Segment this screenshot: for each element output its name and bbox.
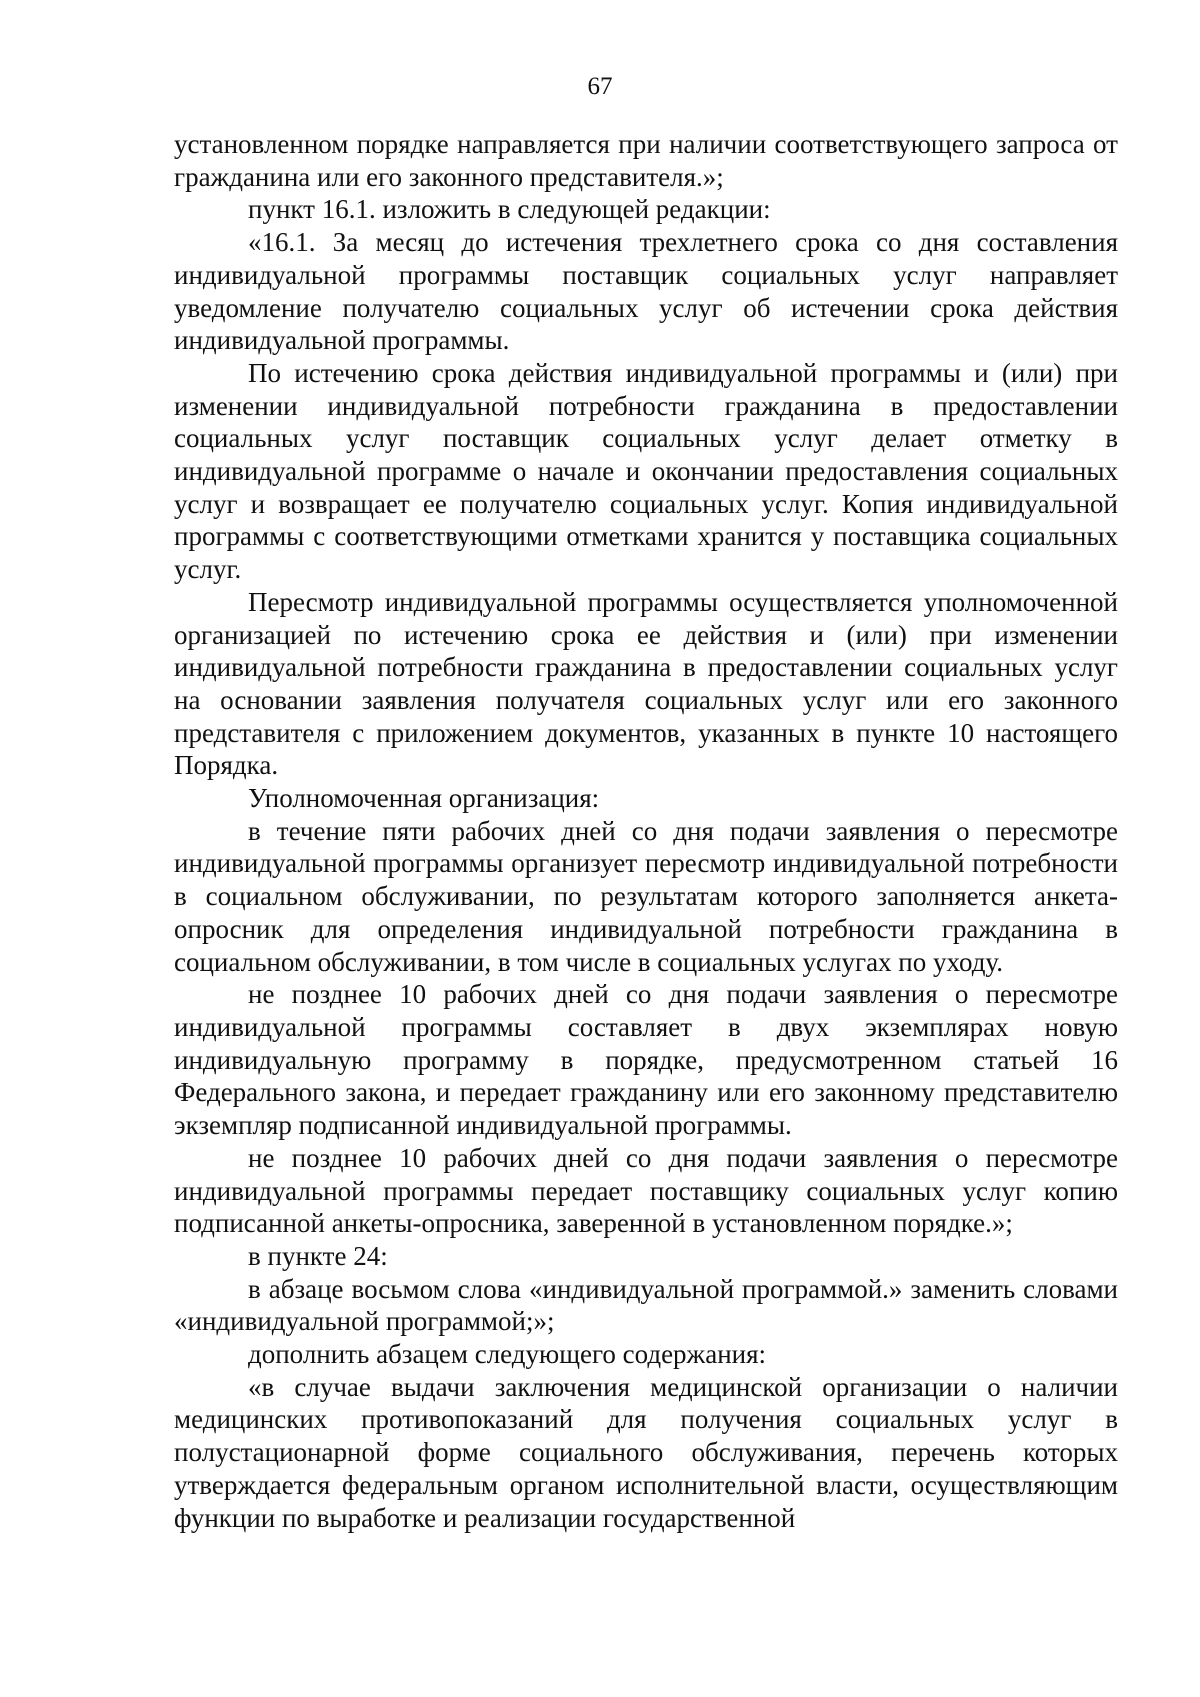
paragraph: установленном порядке направляется при наличии соответствующего запроса от гражданина или его законного представителя.»; [174, 129, 1118, 192]
paragraph: не позднее 10 рабочих дней со дня подачи заявления о пересмотре индивидуальной программы передает поставщику социальных услуг копию подписанной анкеты-опросника, заверенной в установленном порядке.»; [174, 1142, 1118, 1239]
paragraph: «16.1. За месяц до истечения трехлетнего срока со дня составления индивидуальной программы поставщик социальных услуг направляет уведомление получателю социальных услуг об истечении срока действия индивидуальной программы. [174, 227, 1118, 356]
paragraph: в течение пяти рабочих дней со дня подачи заявления о пересмотре индивидуальной программы организует пересмотр индивидуальной потребности в социальном обслуживании, по результатам которого заполняется анкета-опросник для определения индивидуальной потребности гражданина в социальном обслуживании, в том числе в социальных услугах по уходу. [174, 815, 1118, 977]
paragraph: «в случае выдачи заключения медицинской организации о наличии медицинских противопоказаний для получения социальных услуг в полустационарной форме социального обслуживания, перечень которых утверждается федеральным органом исполнительной власти, осуществляющим функции по выработке и реализации государственной [174, 1371, 1118, 1533]
paragraph: в абзаце восьмом слова «индивидуальной программой.» заменить словами «индивидуальной программой;»; [174, 1273, 1118, 1337]
paragraph: в пункте 24: [248, 1240, 388, 1271]
paragraph: не позднее 10 рабочих дней со дня подачи заявления о пересмотре индивидуальной программы составляет в двух экземплярах новую индивидуальную программу в порядке, предусмотренном статьей 16 Федерального закона, и передает гражданину или его законному представителю экземпляр подписанной индивидуальной программы. [174, 979, 1118, 1141]
paragraph: Пересмотр индивидуальной программы осуществляется уполномоченной организацией по истечению срока ее действия и (или) при изменении индивидуальной потребности гражданина в предоставлении социальных услуг на основании заявления получателя социальных услуг или его законного представителя с приложением документов, указанных в пункте 10 настоящего Порядка. [174, 586, 1118, 781]
paragraph: По истечению срока действия индивидуальной программы и (или) при изменении индивидуальной потребности гражданина в предоставлении социальных услуг поставщик социальных услуг делает отметку в индивидуальной программе о начале и окончании предоставления социальных услуг и возвращает ее получателю социальных услуг. Копия индивидуальной программы с соответствующими отметками хранится у поставщика социальных услуг. [174, 357, 1118, 585]
paragraph: дополнить абзацем следующего содержания: [248, 1339, 767, 1370]
paragraph: Уполномоченная организация: [248, 783, 600, 814]
document-body [174, 128, 1118, 1534]
page-number: 67 [587, 73, 613, 100]
paragraph: пункт 16.1. изложить в следующей редакции: [248, 194, 771, 225]
